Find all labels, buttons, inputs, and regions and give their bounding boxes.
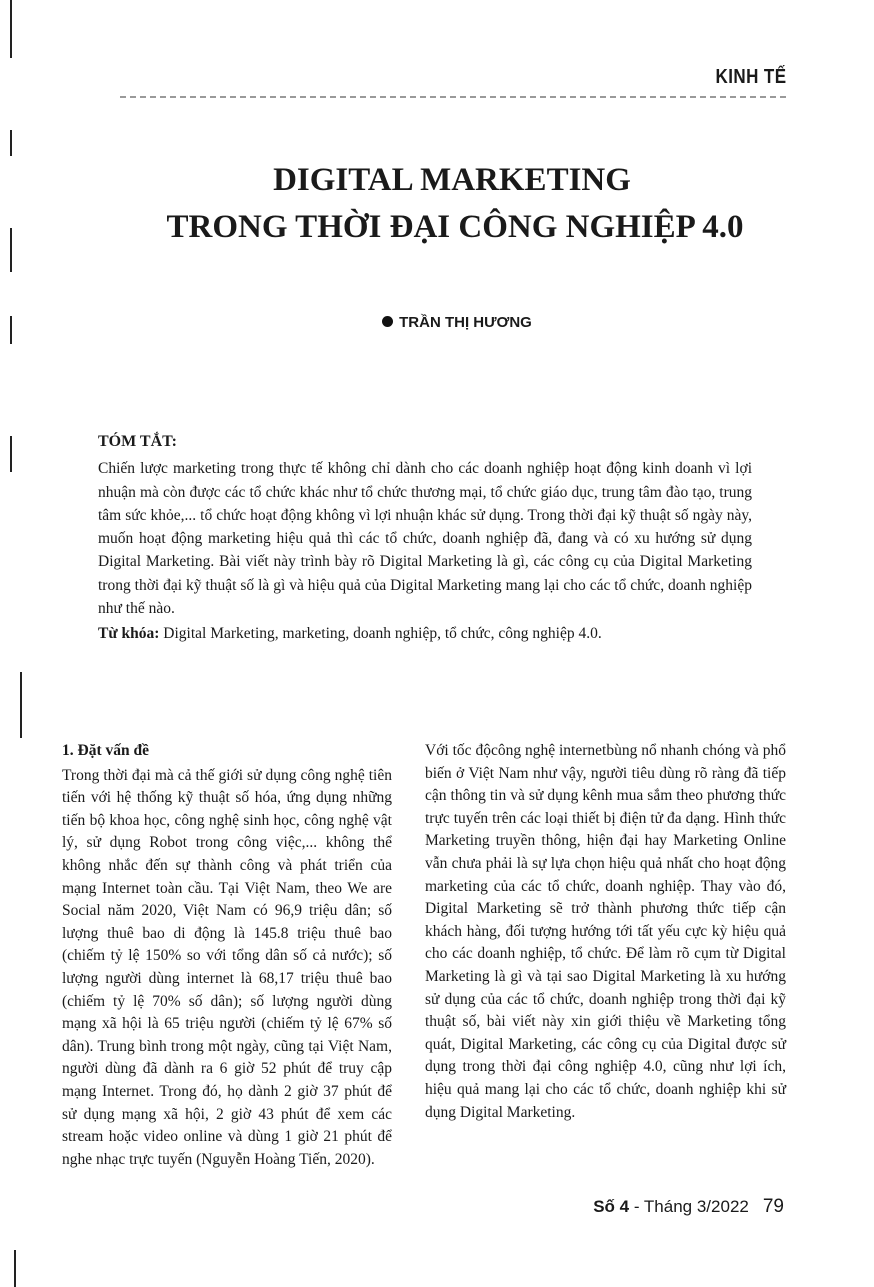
page-footer: [593, 1196, 784, 1218]
title-line-2: TRONG THỜI ĐẠI CÔNG NGHIỆP 4.0: [166, 209, 744, 245]
article-title: [0, 157, 874, 251]
body-paragraph-right: Với tốc độcông nghệ internetbùng nổ nhanh chóng và phổ biến ở Việt Nam như vậy, người tiêu dùng rõ ràng đã tiếp cận thông tin và sử dụng kênh mua sắm theo phương thức trực tuyến trên các loại thiết bị điện tử đa dạng. Hình thức Marketing truyền thông, hiện đại hay Marketing Online vẫn chưa phải là sự lựa chọn hiệu quả nhất cho hoạt động marketing của các tổ chức, doanh nghiệp. Thay vào đó, Digital Marketing sẽ trở thành phương thức tiếp cận khách hàng, đối tượng hướng tới tất yếu cực kỳ hiệu quả cho các doanh nghiệp, tổ chức. Để làm rõ cụm từ Digital Marketing là gì và tại sao Digital Marketing là xu hướng sử dụng của các tổ chức, doanh nghiệp trong thời đại kỹ thuật số, bài viết này xin giới thiệu về Marketing tổng quát, Digital Marketing, các công cụ của Digital được sử dụng trong thời đại công nghiệp 4.0, cũng như lợi ích, hiệu quả mang lại cho các tổ chức, doanh nghiệp khi sử dụng Digital Marketing.: [425, 742, 786, 1121]
keywords-label: Từ khóa:: [98, 625, 160, 643]
section-label: KINH TẾ: [715, 66, 786, 88]
body-paragraph-left: Trong thời đại mà cả thế giới sử dụng công nghệ tiên tiến với hệ thống kỹ thuật số hóa, ứng dụng những tiến bộ khoa học, công nghệ sinh học, công nghệ vật lý, sử dụng Robot trong công việc,... không thể không nhắc đến sự thành công và phát triển của mạng Internet toàn cầu. Tại Việt Nam, theo We are Social năm 2020, Việt Nam có 96,9 triệu dân; số lượng thuê bao di động là 145.8 triệu thuê bao (chiếm tỷ lệ 150% so với tổng dân số cả nước); số lượng người dùng internet là 68,17 triệu thuê bao (chiếm tỷ lệ 70% số dân); số lượng người dùng mạng xã hội là 65 triệu người (chiếm tỷ lệ 67% số dân). Trung bình trong một ngày, cũng tại Việt Nam, người dùng đã dành ra 6 giờ 52 phút để truy cập mạng Internet. Trong đó, họ dành 2 giờ 37 phút để sử dụng mạng xã hội, 2 giờ 43 phút để xem các stream hoặc video online và dùng 1 giờ 21 phút để nghe nhạc trực tuyến (Nguyễn Hoàng Tiến, 2020).: [62, 766, 392, 1168]
issue-date: - Tháng 3/2022: [629, 1197, 749, 1216]
scan-margin-mark: [10, 436, 12, 472]
header-rule: [120, 96, 786, 98]
abstract-heading: TÓM TẮT:: [98, 433, 177, 450]
title-line-1: DIGITAL MARKETING: [273, 162, 631, 198]
author-name: TRẦN THỊ HƯƠNG: [399, 314, 532, 331]
body-column-left: [62, 740, 392, 1171]
scan-margin-mark: [14, 1250, 16, 1287]
scan-margin-mark: [20, 672, 22, 738]
bullet-icon: [382, 316, 393, 327]
keywords-list: Digital Marketing, marketing, doanh nghiệp, tổ chức, công nghiệp 4.0.: [159, 625, 602, 643]
scan-margin-mark: [10, 130, 12, 156]
scan-margin-mark: [10, 0, 12, 58]
abstract: [98, 430, 752, 646]
page-number: 79: [762, 1196, 784, 1217]
abstract-body: Chiến lược marketing trong thực tế không chỉ dành cho các doanh nghiệp hoạt động kinh doanh vì lợi nhuận mà còn được các tổ chức khác như tổ chức thương mại, tổ chức giáo dục, trung tâm đào tạo, trung tâm sức khỏe,... tổ chức hoạt động không vì lợi nhuận khác sử dụng. Trong thời đại kỹ thuật số ngày này, muốn hoạt động marketing hiệu quả thì các tổ chức, doanh nghiệp đã, đang và có xu hướng sử dụng Digital Marketing. Bài viết này trình bày rõ Digital Marketing là gì, các công cụ của Digital Marketing trong thời đại kỹ thuật số là gì và hiệu quả của Digital Marketing mang lại cho các tổ chức, doanh nghiệp như thế nào.: [98, 460, 752, 618]
keywords: [98, 622, 752, 645]
issue-number: Số 4: [593, 1197, 630, 1216]
author-byline: [0, 314, 874, 331]
section-heading: 1. Đặt vấn đề: [62, 742, 149, 759]
body-column-right: [425, 740, 786, 1124]
